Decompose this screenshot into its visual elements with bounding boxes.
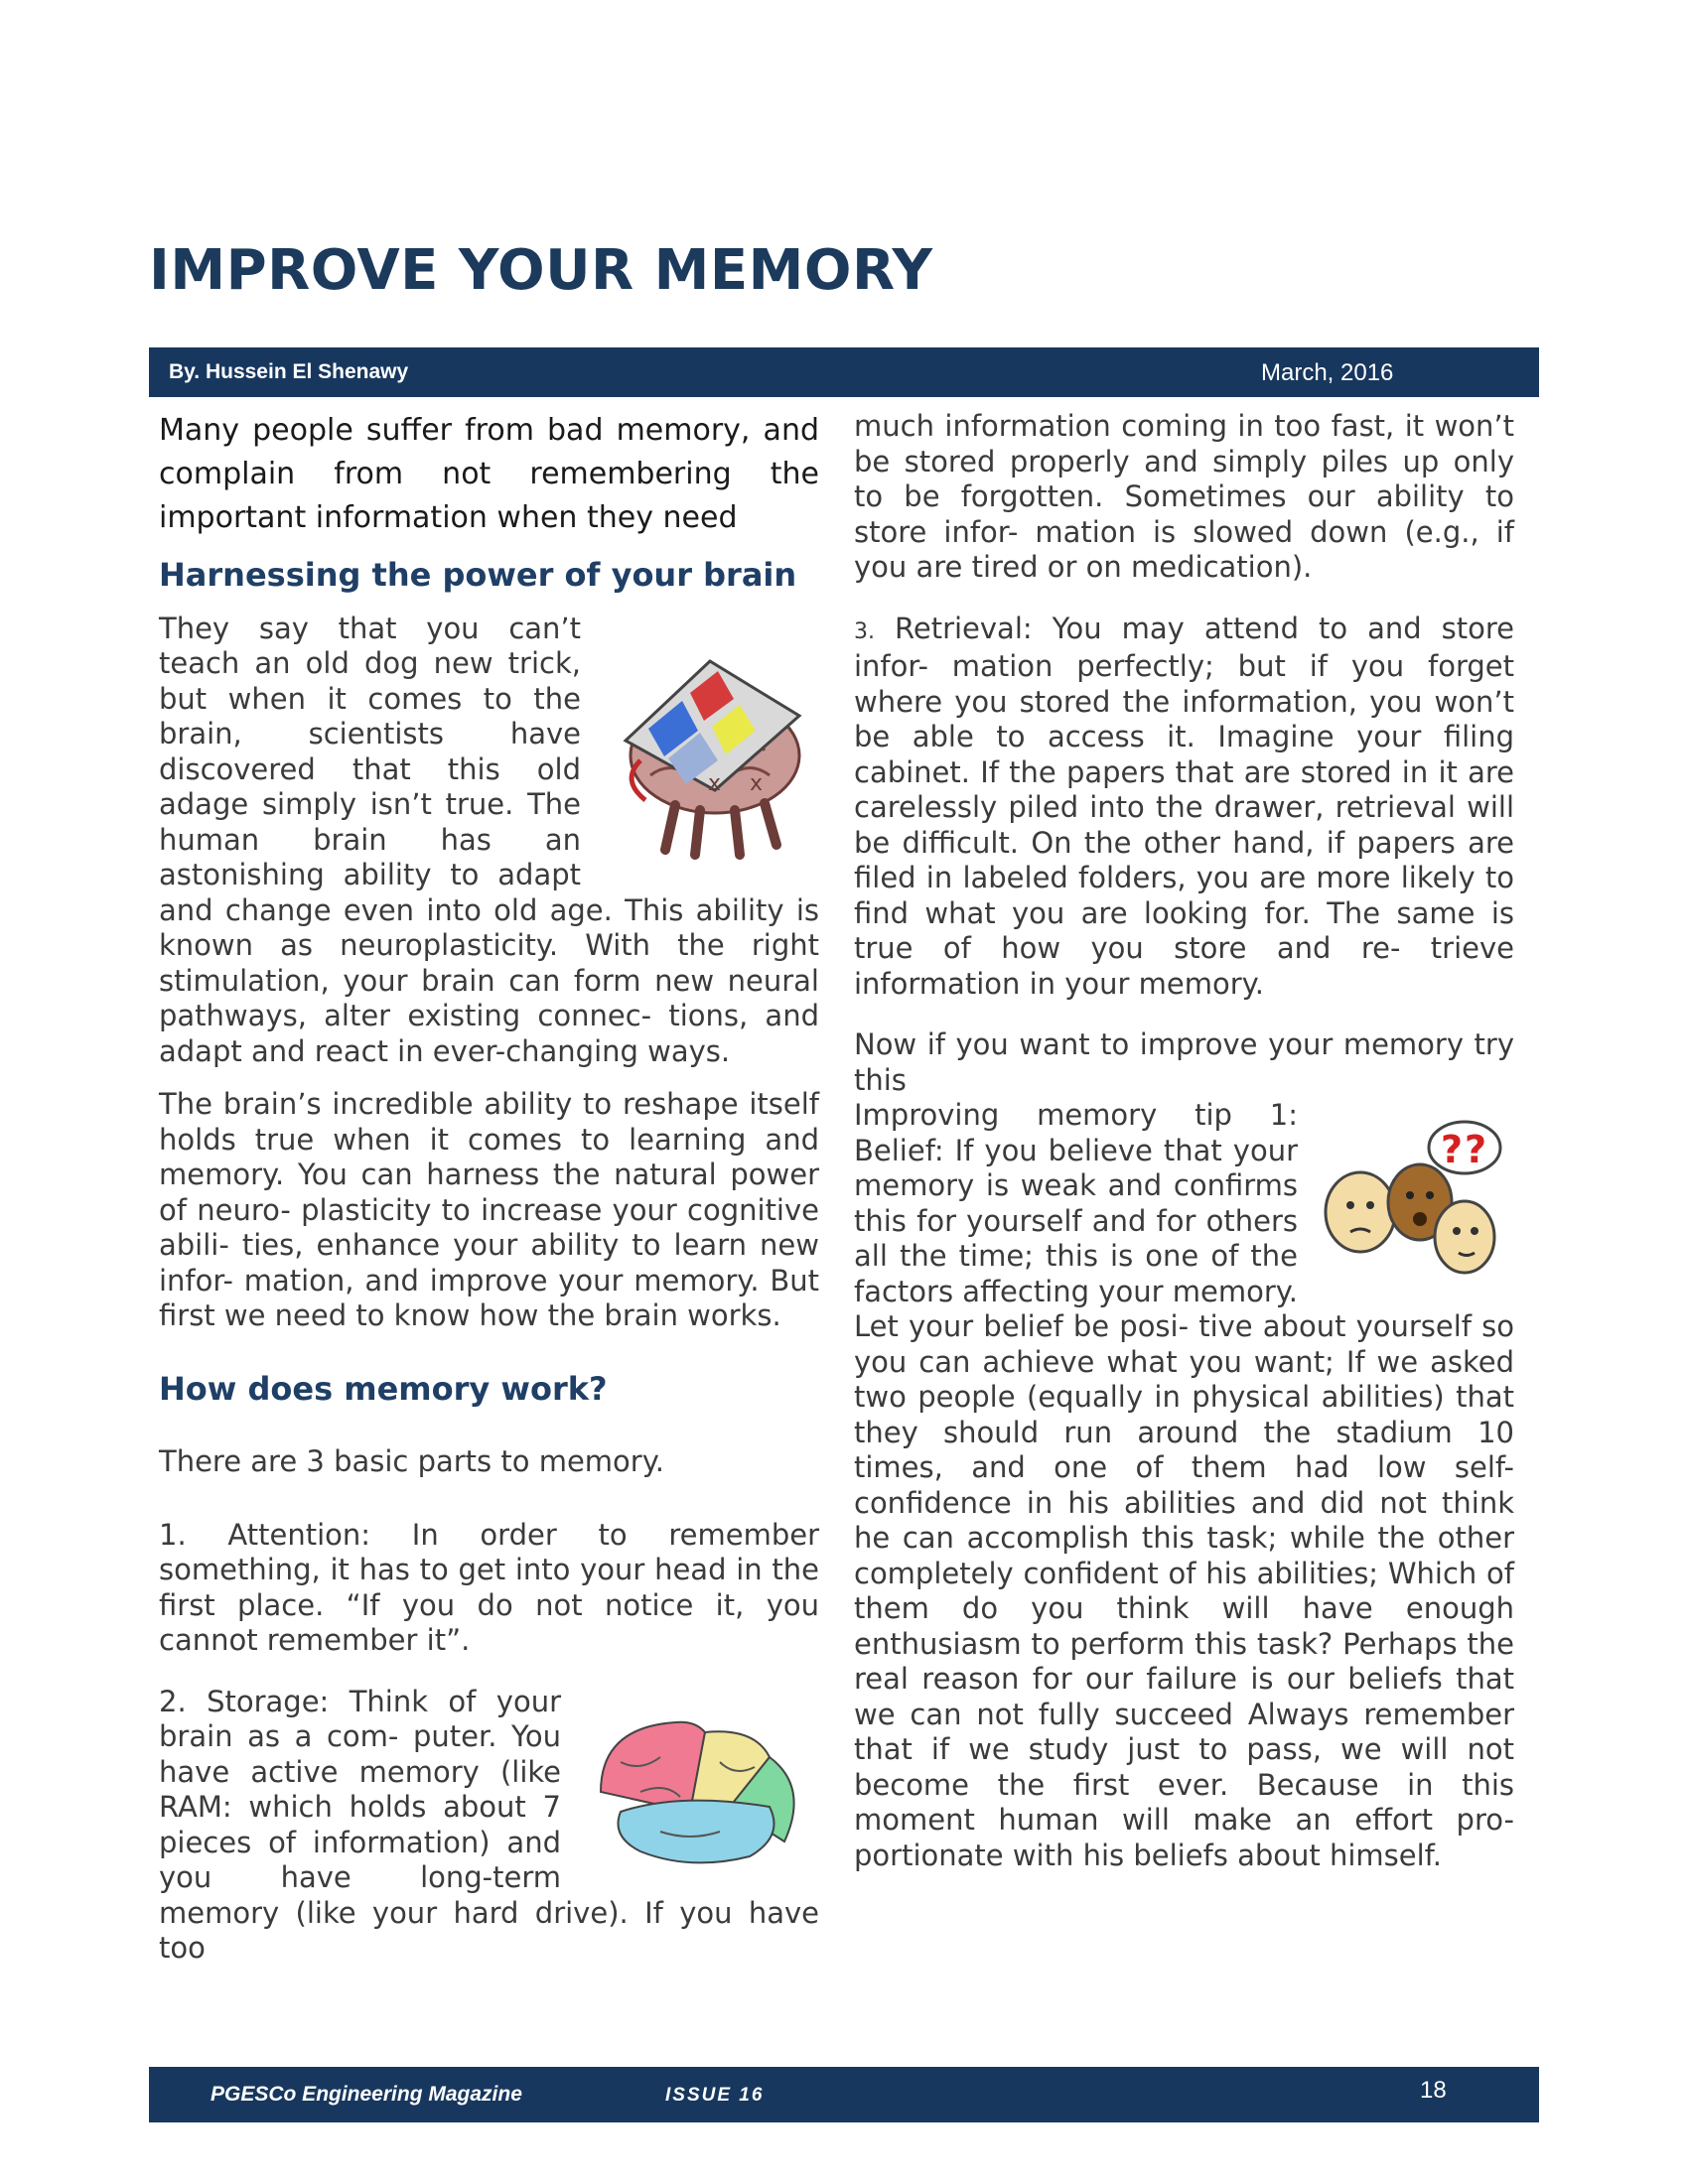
right-column	[854, 409, 1514, 1873]
paragraph-attention: 1. Attention: In order to remember something, it has to get into your head in the first place. “If you do not notice it, you cannot remember it”.	[159, 1517, 819, 1657]
heading-harnessing: Harnessing the power of your brain	[159, 556, 797, 594]
issue-number: ISSUE 16	[665, 2085, 765, 2106]
confused-heads-figure	[1326, 1122, 1500, 1273]
confused-heads-illustration	[1316, 1118, 1514, 1297]
paragraph-storage-continued: much information coming in too fast, it won’t be stored properly and simply piles up only to be forgotten. Sometimes our ability to store infor- mation is slowed down (e.g., if you are tired or on medication).	[854, 409, 1514, 584]
retrieval-number: 3.	[854, 618, 875, 644]
author-name: By. Hussein El Shenawy	[169, 360, 409, 383]
byline-bar	[149, 347, 1539, 397]
paragraph-storage: 2. Storage: Think of your brain as a com- puter. You have active memory (like RAM: which holds about 7 pieces of information) and you have long-term memory (like your hard drive). If you have too	[159, 1684, 819, 1965]
retrieval-text: Retrieval: You may attend to and store infor- mation perfectly; but if you forget where you stored the information, you won’t be able to access it. Imagine your filing cabinet. If the papers that are stored in it are carelessly piled into the drawer, retrieval will be difficult. On the other hand, if papers are filed in labeled folders, you are more likely to find what you are looking for. The same is true of how you store and re- trieve information in your memory.	[854, 611, 1515, 1001]
heading-how-memory-works: How does memory work?	[159, 1369, 608, 1408]
svg-text:x: x	[750, 770, 764, 796]
brain-house-illustration	[601, 621, 819, 860]
brain-lobes-illustration	[581, 1703, 819, 1881]
paragraph-try-this: Now if you want to improve your memory try this	[854, 1027, 1514, 1097]
publish-date: March, 2016	[1261, 359, 1394, 386]
article-title: IMPROVE YOUR MEMORY	[149, 238, 933, 303]
paragraph-old-dog: They say that you can’t teach an old dog new trick, but when it comes to the brain, scientists have discovered that this old adage simply isn’t true. The human brain has an astonishing ability to adapt and change even into old age. This ability is known as neuroplasticity. With the right stimulation, your brain can form new neural pathways, alter existing connec- tions, and adapt and react in ever-changing ways.	[159, 611, 819, 1068]
left-column	[159, 409, 819, 1967]
footer-bar	[149, 2067, 1539, 2122]
brain-lobes-figure	[601, 1721, 794, 1862]
lead-paragraph: Many people suffer from bad memory, and complain from not remembering the important information when they need	[159, 413, 819, 535]
question-mark-1: ?	[1441, 1128, 1464, 1171]
paragraph-three-parts: There are 3 basic parts to memory.	[159, 1444, 664, 1478]
magazine-name: PGESCo Engineering Magazine	[211, 2083, 522, 2106]
paragraph-belief-tip: Improving memory tip 1: Belief: If you believe that your memory is weak and confirms this for yourself and for others all the time; this is one of the factors affecting your memory. Let your belief be posi- tive about yourself so you can achieve what you want; If we asked two people (equally in physical abilities) that they should run around the stadium 10 times, and one of them had low self-confidence in his abilities and did not think he can accomplish this task; while the other completely confident of his abilities; Which of them do you think will have enough enthusiasm to perform this task? Perhaps the real reason for our failure is our beliefs that we can not fully succeed Always remember that if we study just to pass, we will not become the first ever. Because in this moment human will make an effort pro- portionate with his beliefs about himself.	[854, 1098, 1514, 1872]
brain-house-figure	[626, 661, 799, 855]
paragraph-retrieval	[854, 612, 1514, 1003]
question-mark-2: ?	[1465, 1128, 1487, 1171]
svg-text:x: x	[708, 770, 722, 796]
paragraph-neuroplasticity: The brain’s incredible ability to reshape itself holds true when it comes to learning and memory. You can harness the natural power of neuro- plasticity to increase your cognitive abili- ties, enhance your ability to learn new infor- mation, and improve your memory. But first we need to know how the brain works.	[159, 1087, 819, 1332]
page-number: 18	[1420, 2077, 1447, 2104]
